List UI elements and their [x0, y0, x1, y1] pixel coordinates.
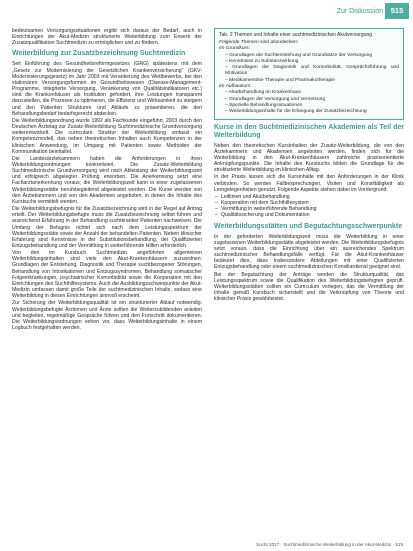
bullet-item: – Leitlinien und Akutbehandlung: [214, 194, 404, 200]
table-group-heading: Im Aufbaukurs:: [219, 84, 252, 90]
body-paragraph: In der Praxis lassen sich die Kursinhalte mit den Anforderungen in der Klinik verbinden. So werden Fallbesprechungen, Visiten und Konsiltätigkeit als Lerngelegenheiten genutzt. Folgende Aspekte stehen dabei im Vordergrund:: [214, 174, 404, 193]
bullet-item: – Vermittlung in weiterführende Behandlung: [214, 206, 404, 212]
page-header: [0, 0, 413, 22]
table-item: – Medikamentöse Therapie und Pharmakotherapie: [225, 77, 336, 83]
body-paragraph: Zur Sicherung der Weiterbildungsqualität ist ein strukturierter Ablauf notwendig. Weiterbildungsbefugte Ärztinnen und Ärzte sollten die Weiterzubildenden anleiten und begleiten, regelmäßige Gespräche führen und den Fortschritt dokumentieren. Die Weiterbildungsordnungen sehen vor, dass Weiterbildungsinhalte in einem Logbuch festgehalten werden.: [12, 300, 202, 332]
table-item: – Grundlagen der Diagnostik und Komorbidität, Gesprächsführung und Motivation: [225, 65, 399, 77]
body-paragraph: Seit Einführung des Gesundheitsreformgesetzes (GRG) spätestens mit dem „Gesetz zur Modernisierung der Gesetzlichen Krankenversicherung“ (GKV-Modernisierungsgesetz) im Jahr 2003 mit Verankerung des Wettbewerbs, bei den stationären Versorgungsformen im Gesundheitswesen (Disease-Management-Programme, integrierte Versorgung, Verankerung von Qualitätsindikatoren etc.) sind die Krankenhäuser als Institution gefordert, ihre Leistungen transparent darzustellen, die Prozesse zu optimieren, die Effizienz und Wirksamkeit zu steigern und den Patienten Strukturen und Abläufe zu präsentieren, die den Behandlungsbedarf bedarfsgerecht abdecken.: [12, 61, 202, 117]
body-paragraph: Bei der Begutachtung der Anträge werden die Strukturqualität, das Leistungsspektrum sowie die Qualifikation des Weiterbildungsbefugten geprüft. Weiterbildungsstätten sollten ein Curriculum vorlegen, das die Vermittlung der Inhalte gemäß Kursbuch sicherstellt und die Verknüpfung von Theorie und klinischer Praxis gewährleistet.: [214, 271, 404, 303]
table-item: – Spezielle Behandlungssituationen: [225, 102, 303, 108]
section-heading-weiterbildung: Weiterbildung zur Zusatzbezeichnung Suchtmedizin: [12, 50, 186, 58]
table-lines: [219, 40, 399, 116]
table-caption: Tab. 2 Themen und Inhalte einer suchtmedizinischen Akutversorgung: [219, 32, 373, 38]
table-group-heading: Im Grundkurs:: [219, 46, 250, 52]
section-heading-kurse: Kurse in den Suchtmedizinischen Akademien als Teil der Weiterbildung: [214, 123, 404, 139]
section-title: Zur Diskussion: [336, 8, 383, 15]
bullet-item: – Kooperation mit dem Suchthilfesystem: [214, 200, 404, 206]
body-paragraph: Die Weiterbildungsbefugnis für die Zusatzbezeichnung wird in der Regel auf Antrag erteilt. Der Weiterbildungsbefugte muss die Zusatzbezeichnung selbst führen und ausreichend Erfahrung in der Behandlung suchtkranker Patienten nachweisen. Der Umfang der Befugnis richtet sich nach dem Leistungsspektrum der Weiterbildungsstätte sowie der Anzahl der behandelten Patienten. Neben klinischer Erfahrung sind Kenntnisse in der Substitutionsbehandlung, der Qualifizierten Entzugsbehandlung und der Vermittlung in weiterführende Hilfen erforderlich.: [12, 206, 202, 249]
intro-paragraph: bedeutsamen Versorgungssituationen ergibt sich daraus der Bedarf, auch in Einrichtungen der Akut-Medizin strukturierte Weiterbildung zum Erwerb der Zusatzqualifikation Suchtmedizin zu ermöglichen und zu fördern.: [12, 28, 202, 47]
page-number: 515: [385, 3, 409, 19]
section-heading-weiterbildungsstaetten: Weiterbildungsstätten und Begutachtungsschwerpunkte: [214, 222, 403, 230]
left-column: [12, 28, 202, 331]
table-item: – Weiterbildungsinhalte für die Erlangung der Zusatzbezeichnung: [225, 109, 367, 115]
footer-citation: Sucht 2017 · Suchtmedizinische Weiterbildung in der Akut-Medizin · 515: [256, 542, 403, 547]
table-item: – Grundlagen der Versorgung und Vernetzung: [225, 96, 326, 102]
right-column: [214, 28, 404, 302]
bullet-item: – Qualitätssicherung und Dokumentation: [214, 212, 404, 218]
table-item: – Grundlagen der Suchtentstehung und Grundsätze der Versorgung: [225, 52, 373, 58]
body-paragraph: In der geforderten Weiterbildungszeit muss die Weiterbildung in einer zugelassenen Weiterbildungsstätte abgeleistet werden. Die Weiterbildungsbefugnis setzt voraus, dass die Einrichtung über ein ausreichendes Spektrum suchtmedizinischer Behandlungsfälle verfügt. Für die Akut-Krankenhäuser bedeutet dies, dass insbesondere Abteilungen mit einer Qualifizierten Entzugsbehandlung oder einem suchtmedizinischen Konsiliardienst geeignet sind.: [214, 233, 404, 271]
table-item: – Kenntnisse zu Substanzwirkung: [225, 58, 299, 64]
body-paragraph: Neben den theoretischen Kursinhalten der Zusatz-Weiterbildung, die von den Ärztekammern und Akademien angeboten werden, finden sich für die Weiterbildung in den Akut-Krankenhäusern zahlreiche praxisorientierte Anknüpfungspunkte. Die Inhalte des Kursbuchs bilden die Grundlage für die strukturierte Weiterbildung im klinischen Alltag.: [214, 142, 404, 174]
table-item: – Akutbehandlung im Krankenhaus: [225, 90, 301, 96]
bullet-list: [214, 194, 404, 219]
body-paragraph: Die Landesärztekammern haben die Anforderungen in ihren Weiterbildungsordnungen konkretisiert. Die Zusatz-Weiterbildung Suchtmedizinische Grundversorgung wird nach Ableistung der Weiterbildungszeit und erfolgreich abgelegter Prüfung erworben. Die Anerkennung setzt eine Facharztanerkennung voraus; die Weiterbildungszeit kann in einer zugelassenen Weiterbildungsstätte berufsbegleitend abgeleistet werden. Die Kurse werden von den Ärztekammern und von den Akademien angeboten, in denen die Inhalte des Kursbuchs vermittelt werden.: [12, 155, 202, 205]
body-paragraph: Die Weiterbildungsordnung wurde 1992 als Fachkunde eingeführt, 2003 durch den Deutschen Ärztetag zur Zusatz-Weiterbildung Suchtmedizinische Grundversorgung weiterentwickelt. Die curriculare Struktur der Weiterbildung umfasst ein Kompetenzmodell, das neben theoretischen Inhalten auch Kompetenzen in der klinischen Anwendung, im Umgang mit Patienten sowie Methoden der Kommunikation beinhaltet.: [12, 117, 202, 155]
body-paragraph: Von den im Kursbuch Suchtmedizin angeführten allgemeinen Weiterbildungsinhalten sind viele den Akut-Krankenhäusern zuzuordnen: Grundlagen der Entstehung, Diagnostik und Therapie suchtbezogener Störungen, Behandlung von Intoxikationen und Entzugssyndromen, Behandlung somatischer Folgeerkrankungen, psychiatrischer Komorbidität sowie die Kooperation mit den Einrichtungen des Suchthilfesystems. Auch die Ausbildungsschwerpunkte der Akut-Medizin umfassen damit große Teile der suchtmedizinischen Inhalte, sodass eine Weiterbildung in diesen Einrichtungen sinnvoll erscheint.: [12, 250, 202, 300]
table-group-heading: Folgende Themen sind abzudecken:: [219, 40, 299, 45]
table-box: [214, 28, 404, 120]
